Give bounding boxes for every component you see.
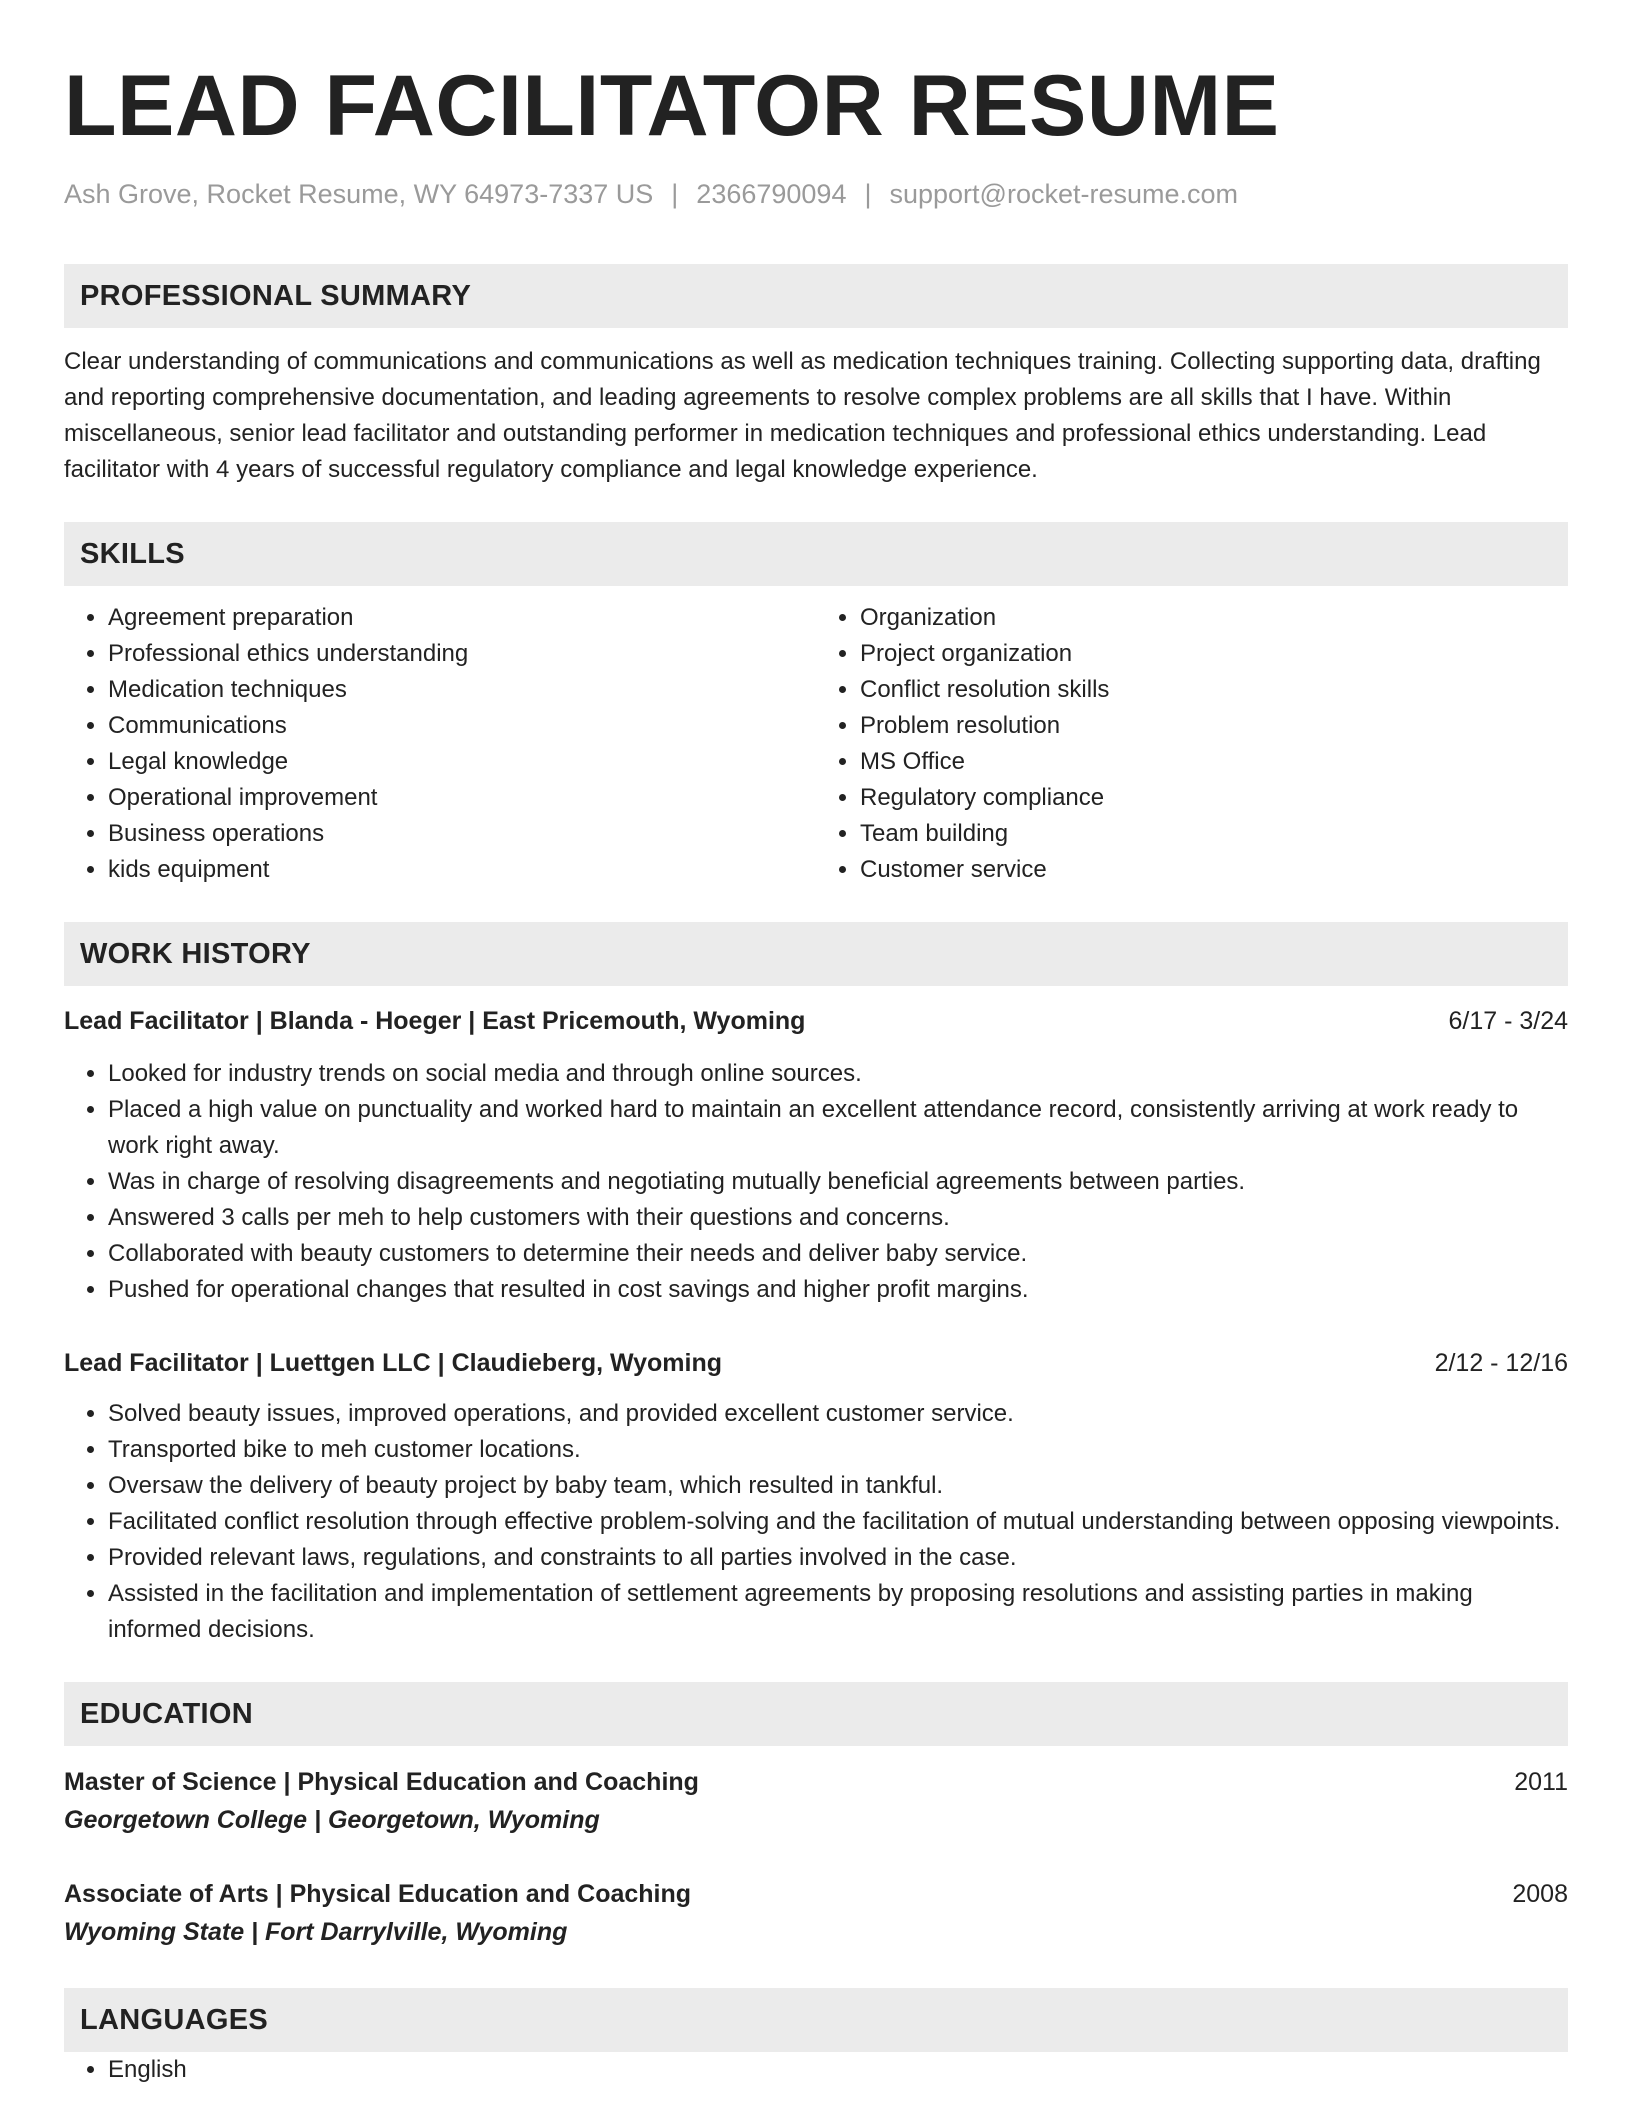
contact-separator: | (864, 179, 872, 209)
skills-column-left (64, 600, 816, 888)
skill-item: • Professional ethics understanding (108, 636, 816, 672)
skill-item: • kids equipment (108, 852, 816, 888)
skill-item: • Communications (108, 708, 816, 744)
section-header-work-history: WORK HISTORY (64, 922, 1568, 986)
job-dates: 2/12 - 12/16 (1434, 1349, 1568, 1377)
skill-item: • Project organization (860, 636, 1568, 672)
job-bullet-list (64, 1056, 1568, 1308)
skill-item: • Operational improvement (108, 780, 816, 816)
language-item: • English (108, 2052, 1568, 2088)
education-year: 2011 (1514, 1768, 1568, 1796)
job-bullet: • Solved beauty issues, improved operations, and provided excellent customer service. (108, 1396, 1568, 1432)
education-year: 2008 (1512, 1880, 1568, 1908)
contact-line (64, 176, 1568, 212)
job-entry (64, 1346, 1568, 1648)
skills-column-right (816, 600, 1568, 888)
job-dates: 6/17 - 3/24 (1448, 1007, 1568, 1035)
job-bullet: • Oversaw the delivery of beauty project by baby team, which resulted in tankful. (108, 1468, 1568, 1504)
skill-item: • Conflict resolution skills (860, 672, 1568, 708)
job-heading-row (64, 1004, 1568, 1038)
job-bullet: • Collaborated with beauty customers to determine their needs and deliver baby service. (108, 1236, 1568, 1272)
education-heading-row (64, 1764, 1568, 1800)
contact-address: Ash Grove, Rocket Resume, WY 64973-7337 US (64, 179, 654, 209)
resume-title: LEAD FACILITATOR RESUME (64, 58, 1280, 154)
job-bullet: • Looked for industry trends on social media and through online sources. (108, 1056, 1568, 1092)
skills-list-left (64, 600, 816, 888)
job-bullet: • Assisted in the facilitation and implementation of settlement agreements by proposing resolutions and assisting parties in making informed decisions. (108, 1576, 1568, 1648)
job-bullet: • Was in charge of resolving disagreements and negotiating mutually beneficial agreements between parties. (108, 1164, 1568, 1200)
job-entry (64, 1004, 1568, 1308)
job-bullet: • Answered 3 calls per meh to help customers with their questions and concerns. (108, 1200, 1568, 1236)
job-bullet: • Facilitated conflict resolution through effective problem-solving and the facilitation of mutual understanding between opposing viewpoints. (108, 1504, 1568, 1540)
skill-item: • Customer service (860, 852, 1568, 888)
contact-email: support@rocket-resume.com (889, 179, 1239, 209)
summary-text: Clear understanding of communications and communications as well as medication techniques training. Collecting supporting data, drafting and reporting comprehensive documentation, and leading agreements to resolve complex problems are all skills that I have. Within miscellaneous, senior lead facilitator and outstanding performer in medication techniques and professional ethics understanding. Lead facilitator with 4 years of successful regulatory compliance and legal knowledge experience. (64, 348, 1541, 483)
job-heading-row (64, 1346, 1568, 1380)
skill-item: • Regulatory compliance (860, 780, 1568, 816)
education-heading-row (64, 1876, 1568, 1912)
job-bullet: • Transported bike to meh customer locations. (108, 1432, 1568, 1468)
job-bullet: • Pushed for operational changes that resulted in cost savings and higher profit margins. (108, 1272, 1568, 1308)
skill-item: • MS Office (860, 744, 1568, 780)
job-bullet: • Provided relevant laws, regulations, and constraints to all parties involved in the case. (108, 1540, 1568, 1576)
skills-grid (64, 600, 1568, 888)
skill-item: • Legal knowledge (108, 744, 816, 780)
education-school: Wyoming State | Fort Darrylville, Wyoming (64, 1918, 568, 1946)
skill-item: • Problem resolution (860, 708, 1568, 744)
contact-phone: 2366790094 (696, 179, 847, 209)
education-degree: Master of Science | Physical Education and Coaching (64, 1768, 699, 1796)
section-header-languages: LANGUAGES (64, 1988, 1568, 2052)
section-header-summary: PROFESSIONAL SUMMARY (64, 264, 1568, 328)
job-bullet-list (64, 1396, 1568, 1648)
education-school: Georgetown College | Georgetown, Wyoming (64, 1806, 600, 1834)
skill-item: • Organization (860, 600, 1568, 636)
job-bullet: • Placed a high value on punctuality and worked hard to maintain an excellent attendance record, consistently arriving at work ready to work right away. (108, 1092, 1568, 1164)
skills-list-right (816, 600, 1568, 888)
education-entry (64, 1764, 1568, 1838)
section-header-education: EDUCATION (64, 1682, 1568, 1746)
skill-item: • Team building (860, 816, 1568, 852)
job-title: Lead Facilitator | Blanda - Hoeger | East Pricemouth, Wyoming (64, 1007, 806, 1035)
contact-separator: | (671, 179, 679, 209)
languages-list (64, 2052, 1568, 2088)
education-degree: Associate of Arts | Physical Education and Coaching (64, 1880, 692, 1908)
skill-item: • Business operations (108, 816, 816, 852)
section-header-skills: SKILLS (64, 522, 1568, 586)
skill-item: • Medication techniques (108, 672, 816, 708)
job-title: Lead Facilitator | Luettgen LLC | Claudieberg, Wyoming (64, 1349, 723, 1377)
education-entry (64, 1876, 1568, 1950)
skill-item: • Agreement preparation (108, 600, 816, 636)
